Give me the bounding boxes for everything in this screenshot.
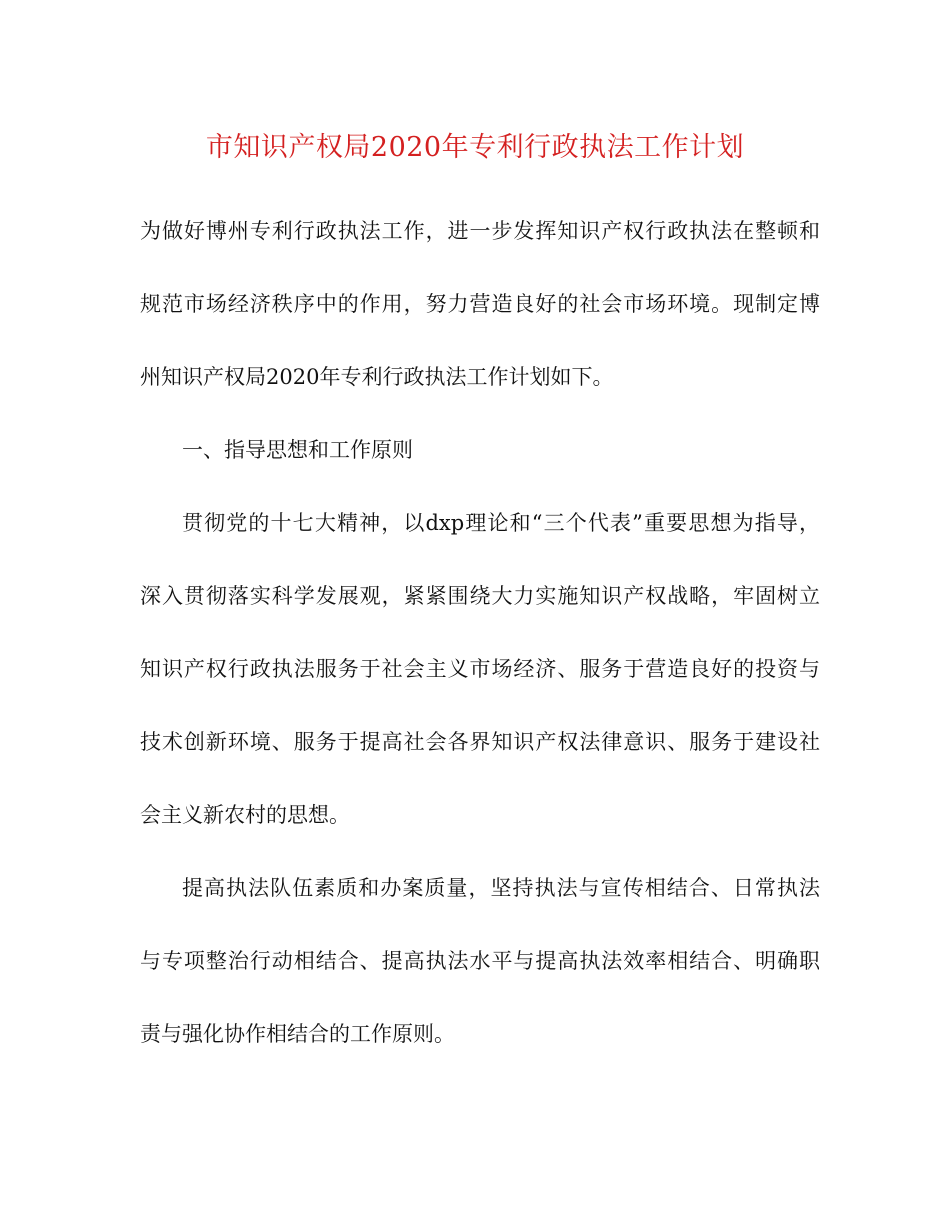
body-line: 深入贯彻落实科学发展观，紧紧围绕大力实施知识产权战略，牢固树立 <box>140 584 820 608</box>
body-line: 责与强化协作相结合的工作原则。 <box>140 1022 455 1046</box>
body-line: 为做好博州专利行政执法工作，进一步发挥知识产权行政执法在整顿和 <box>140 219 820 243</box>
body-line: 与专项整治行动相结合、提高执法水平与提高执法效率相结合、明确职 <box>140 949 820 973</box>
body-line: 会主义新农村的思想。 <box>140 803 350 827</box>
body-line: 技术创新环境、服务于提高社会各界知识产权法律意识、服务于建设社 <box>140 730 820 754</box>
body-line: 规范市场经济秩序中的作用，努力营造良好的社会市场环境。现制定博 <box>140 292 820 316</box>
section-heading: 一、指导思想和工作原则 <box>182 438 413 462</box>
body-line: 知识产权行政执法服务于社会主义市场经济、服务于营造良好的投资与 <box>140 657 820 681</box>
body-line: 贯彻党的十七大精神，以dxp理论和“三个代表”重要思想为指导， <box>182 511 820 535</box>
body-line: 提高执法队伍素质和办案质量，坚持执法与宣传相结合、日常执法 <box>182 876 820 900</box>
body-line: 州知识产权局2020年专利行政执法工作计划如下。 <box>140 365 614 389</box>
document-title: 市知识产权局2020年专利行政执法工作计划 <box>205 132 745 163</box>
